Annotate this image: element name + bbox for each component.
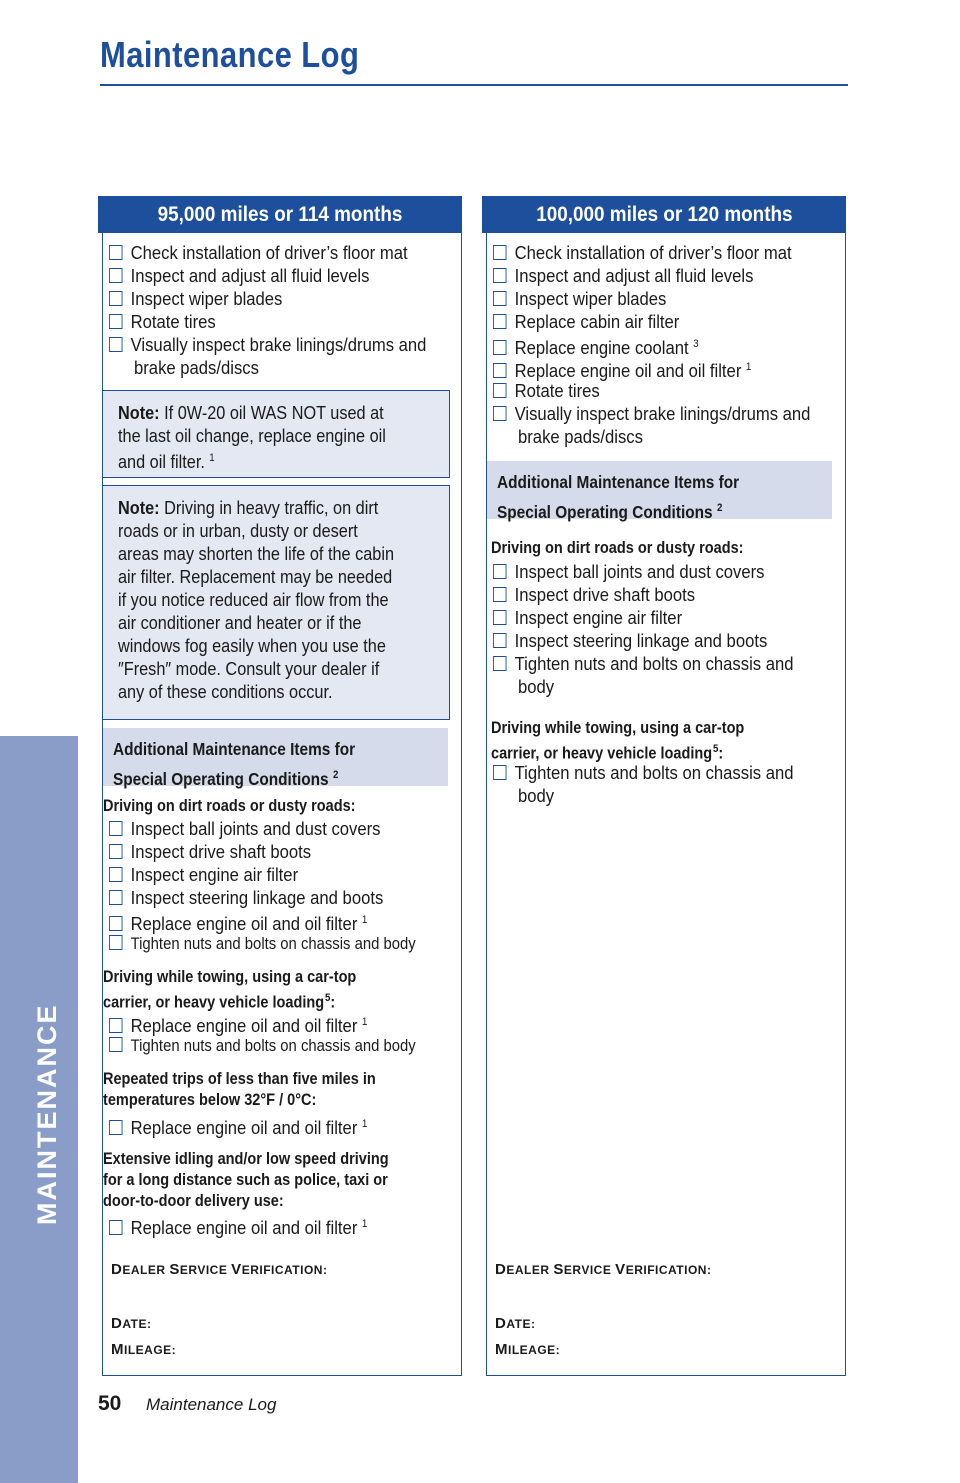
checkbox-icon[interactable] (109, 935, 123, 950)
checkbox-icon[interactable] (109, 1120, 123, 1135)
checklist-item[interactable]: Rotate tires (109, 310, 216, 333)
checkbox-icon[interactable] (493, 406, 507, 421)
checklist-item[interactable]: Inspect ball joints and dust covers (493, 560, 764, 583)
checkbox-icon[interactable] (109, 916, 123, 931)
checklist-item[interactable]: Tighten nuts and bolts on chassis and (493, 761, 794, 784)
checkbox-icon[interactable] (493, 656, 507, 671)
checklist-item[interactable]: Tighten nuts and bolts on chassis and body (109, 1035, 416, 1058)
towing-heading: Driving while towing, using a car-top carrier, or heavy vehicle loading$^5$: (103, 968, 357, 1012)
checkbox-icon[interactable] (493, 564, 507, 579)
additional-items-heading: Additional Maintenance Items for Special Operating Conditions $^2$ (103, 728, 448, 786)
checklist-item[interactable]: Check installation of driver’s floor mat (493, 241, 792, 264)
mileage-label: MILEAGE: (495, 1341, 561, 1358)
left-column-header: 95,000 miles or 114 months (98, 196, 462, 233)
short-trips-heading: Repeated trips of less than five miles in temperatures below 32°F / 0°C: (103, 1070, 376, 1109)
checkbox-icon[interactable] (109, 890, 123, 905)
checklist-item-continuation: body (518, 785, 555, 806)
checkbox-icon[interactable] (493, 765, 507, 780)
checklist-item[interactable]: Replace cabin air filter (493, 310, 679, 333)
checkbox-icon[interactable] (109, 314, 123, 329)
checklist-item[interactable]: Replace engine coolant $^3$ (493, 333, 699, 359)
checkbox-icon[interactable] (109, 1018, 123, 1033)
checkbox-icon[interactable] (493, 291, 507, 306)
checklist-item[interactable]: Tighten nuts and bolts on chassis and (493, 652, 794, 675)
checkbox-icon[interactable] (493, 268, 507, 283)
right-column (482, 196, 846, 1358)
checkbox-icon[interactable] (493, 587, 507, 602)
checklist-item[interactable]: Rotate tires (493, 379, 600, 402)
checklist-item[interactable]: Replace engine oil and oil filter $^1$ (109, 1213, 367, 1239)
checklist-item-continuation: body (518, 676, 555, 697)
mileage-label: MILEAGE: (111, 1341, 177, 1358)
checklist-item[interactable]: Inspect wiper blades (493, 287, 666, 310)
checkbox-icon[interactable] (109, 844, 123, 859)
side-tab-label: MAINTENANCE (32, 1003, 62, 1225)
checkbox-icon[interactable] (109, 245, 123, 260)
checkbox-icon[interactable] (493, 610, 507, 625)
note-oil: Note: If 0W-20 oil WAS NOT used at the last oil change, replace engine oil and oil filter. $^1$ (102, 390, 450, 478)
idling-heading: Extensive idling and/or low speed driving for a long distance such as police, taxi or door-to-door delivery use: (103, 1150, 389, 1210)
note-cabin-filter: Note: Driving in heavy traffic, on dirt roads or in urban, dusty or desert areas may shorten the life of the cabin air filter. Replacement may be needed if you notice reduced air flow from the air conditioner and heater or if the windows fog easily when you use the ″Fresh″ mode. Consult your dealer if any of these conditions occur. (102, 485, 450, 720)
checklist-item[interactable]: Check installation of driver’s floor mat (109, 241, 408, 264)
towing-heading: Driving while towing, using a car-top carrier, or heavy vehicle loading$^5$: (491, 719, 745, 763)
checkbox-icon[interactable] (493, 245, 507, 260)
checklist-item[interactable]: Tighten nuts and bolts on chassis and body (109, 933, 416, 956)
page-title: Maintenance Log (100, 34, 360, 75)
checkbox-icon[interactable] (493, 314, 507, 329)
checklist-item[interactable]: Inspect drive shaft boots (109, 840, 311, 863)
title-rule (100, 84, 848, 86)
dealer-verification-label: DEALER SERVICE VERIFICATION: (111, 1261, 328, 1278)
checklist-item[interactable]: Replace engine oil and oil filter $^1$ (109, 909, 367, 935)
checkbox-icon[interactable] (109, 1037, 123, 1052)
checklist-item-continuation: brake pads/discs (134, 357, 259, 378)
dealer-verification-label: DEALER SERVICE VERIFICATION: (495, 1261, 712, 1278)
checklist-item[interactable]: Visually inspect brake linings/drums and (109, 333, 426, 356)
right-column-header: 100,000 miles or 120 months (482, 196, 846, 233)
checkbox-icon[interactable] (493, 383, 507, 398)
checkbox-icon[interactable] (109, 1220, 123, 1235)
checklist-item[interactable]: Inspect ball joints and dust covers (109, 817, 380, 840)
checkbox-icon[interactable] (109, 867, 123, 882)
checklist-item[interactable]: Inspect and adjust all fluid levels (109, 264, 369, 287)
checkbox-icon[interactable] (493, 633, 507, 648)
checklist-item-continuation: brake pads/discs (518, 426, 643, 447)
dirt-roads-heading: Driving on dirt roads or dusty roads: (103, 797, 356, 815)
checklist-item[interactable]: Inspect engine air filter (493, 606, 682, 629)
checklist-item[interactable]: Replace engine oil and oil filter $^1$ (109, 1011, 367, 1037)
left-column (98, 196, 462, 1358)
checklist-item[interactable]: Inspect drive shaft boots (493, 583, 695, 606)
dirt-roads-heading: Driving on dirt roads or dusty roads: (491, 539, 744, 557)
checklist-item[interactable]: Inspect wiper blades (109, 287, 282, 310)
checkbox-icon[interactable] (493, 340, 507, 355)
checklist-item[interactable]: Inspect and adjust all fluid levels (493, 264, 753, 287)
footer-label: Maintenance Log (146, 1395, 277, 1414)
date-label: DATE: (111, 1315, 152, 1332)
checkbox-icon[interactable] (493, 363, 507, 378)
checkbox-icon[interactable] (109, 821, 123, 836)
checkbox-icon[interactable] (109, 268, 123, 283)
checklist-item[interactable]: Replace engine oil and oil filter $^1$ (493, 356, 751, 382)
right-column-body (486, 233, 846, 1376)
additional-items-heading: Additional Maintenance Items for Special Operating Conditions $^2$ (487, 461, 832, 519)
checklist-item[interactable]: Inspect steering linkage and boots (109, 886, 383, 909)
checkbox-icon[interactable] (109, 291, 123, 306)
page-number: 50 (98, 1392, 122, 1415)
checkbox-icon[interactable] (109, 337, 123, 352)
checklist-item[interactable]: Inspect steering linkage and boots (493, 629, 767, 652)
date-label: DATE: (495, 1315, 536, 1332)
left-column-body (102, 233, 462, 1376)
checklist-item[interactable]: Visually inspect brake linings/drums and (493, 402, 810, 425)
checklist-item[interactable]: Replace engine oil and oil filter $^1$ (109, 1113, 367, 1139)
checklist-item[interactable]: Inspect engine air filter (109, 863, 298, 886)
